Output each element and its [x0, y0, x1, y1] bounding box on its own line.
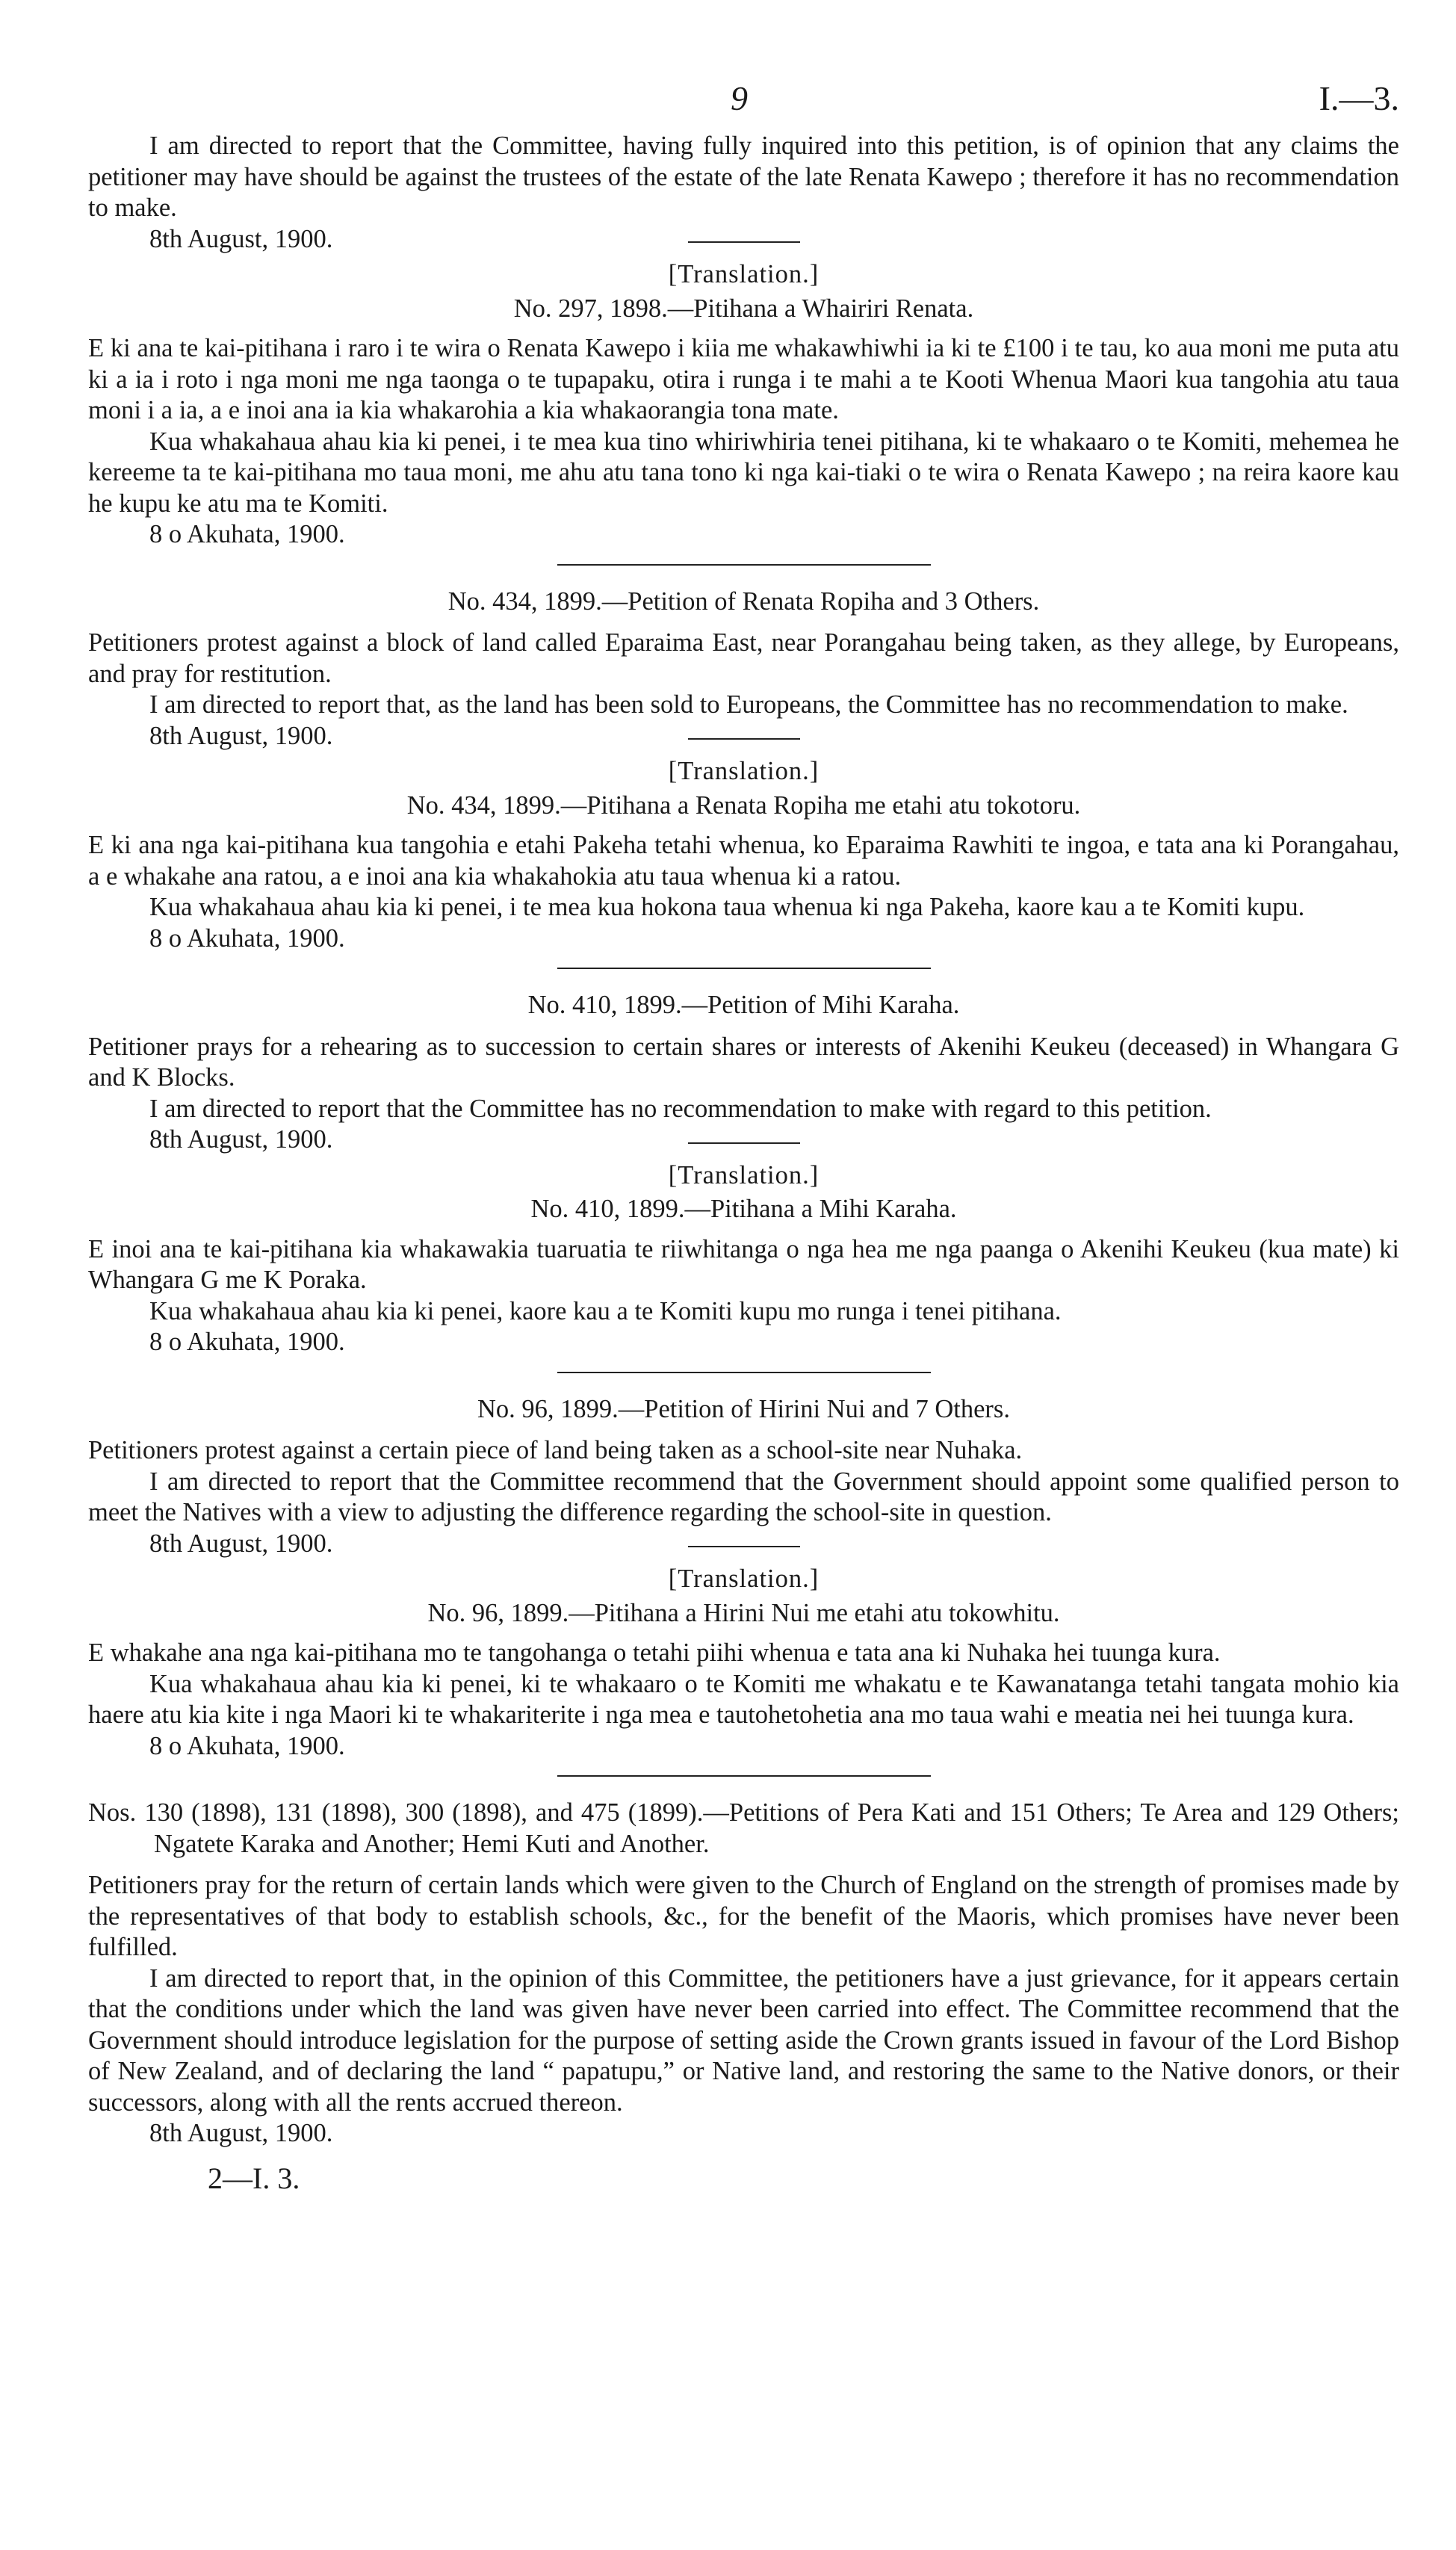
t1-translation-label: [Translation.] [668, 260, 820, 288]
page-signature: 2—I. 3. [208, 2161, 300, 2195]
section-rule [557, 968, 931, 969]
t2-translation-label: [Translation.] [668, 757, 820, 785]
t1-date: 8 o Akuhata, 1900. [149, 520, 345, 548]
s5-date: 8th August, 1900. [149, 2119, 333, 2147]
s4-paragraph-1: Petitioners protest against a certain piece of land being taken as a school-site near Nuhaka. [88, 1436, 1023, 1464]
s3-date: 8th August, 1900. [149, 1125, 333, 1154]
s4-heading: No. 96, 1899.—Petition of Hirini Nui and 7 Others. [477, 1394, 1010, 1423]
s5-paragraph-1: Petitioners pray for the return of certain lands which were given to the Church of England on the strength of promises made by the representatives of that body to establish schools, &c., for the benefit of the Maoris, which promises have never been fulfilled. [88, 1871, 1399, 1961]
s2-paragraph-2: I am directed to report that, as the land has been sold to Europeans, the Committee has no recommendation to make. [149, 690, 1348, 719]
s2-date: 8th August, 1900. [149, 721, 333, 750]
t4-heading: No. 96, 1899.—Pitihana a Hirini Nui me etahi atu tokowhitu. [427, 1598, 1060, 1627]
s1-date: 8th August, 1900. [149, 224, 333, 253]
t3-date: 8 o Akuhata, 1900. [149, 1328, 345, 1356]
s2-heading: No. 434, 1899.—Petition of Renata Ropiha and 3 Others. [447, 587, 1040, 616]
t4-paragraph-2: Kua whakahaua ahau kia ki penei, ki te whakaaro o te Komiti me whakatu e te Kawanatanga tetahi tangata mohio kia haere atu kia kite i nga Maori ki te whakariterite i nga mea e tautohetohetia ana mo taua wahi e meatia nei hei tuunga kura. [88, 1669, 1399, 1729]
t1-heading: No. 297, 1898.—Pitihana a Whairiri Renata. [513, 294, 974, 323]
section-rule [557, 1372, 931, 1373]
document-reference: I.—3. [1319, 79, 1399, 117]
t4-translation-label: [Translation.] [668, 1565, 820, 1593]
s4-date: 8th August, 1900. [149, 1529, 333, 1558]
document-body [88, 131, 1399, 2194]
t2-paragraph-1: E ki ana nga kai-pitihana kua tangohia e etahi Pakeha tetahi whenua, ko Eparaima Rawhiti te ingoa, e tata ana ki Porangahau, a e whakahe ana ratou, a e inoi ana kia whakahokia atu taua whenua ki a ratou. [88, 831, 1399, 891]
separator-rule [688, 738, 800, 740]
t4-paragraph-1: E whakahe ana nga kai-pitihana mo te tangohanga o tetahi piihi whenua e tata ana ki Nuhaka hei tuunga kura. [88, 1638, 1221, 1667]
s3-heading: No. 410, 1899.—Petition of Mihi Karaha. [527, 991, 960, 1019]
s3-paragraph-2: I am directed to report that the Committee has no recommendation to make with regard to this petition. [149, 1094, 1212, 1123]
separator-rule [688, 1546, 800, 1547]
s2-paragraph-1: Petitioners protest against a block of land called Eparaima East, near Porangahau being taken, as they allege, by Europeans, and pray for restitution. [88, 628, 1399, 688]
section-rule [557, 564, 931, 566]
t4-date: 8 o Akuhata, 1900. [149, 1731, 345, 1760]
s3-paragraph-1: Petitioner prays for a rehearing as to succession to certain shares or interests of Akenihi Keukeu (deceased) in Whangara G and K Blocks. [88, 1032, 1399, 1092]
separator-rule [688, 1142, 800, 1144]
t3-heading: No. 410, 1899.—Pitihana a Mihi Karaha. [530, 1195, 957, 1223]
page-header [88, 71, 1399, 131]
t2-date: 8 o Akuhata, 1900. [149, 923, 345, 953]
s1-report: I am directed to report that the Committee, having fully inquired into this petition, is of opinion that any claims the petitioner may have should be against the trustees of the estate of the late Renata Kawepo ; therefore it has no recommendation to make. [88, 131, 1399, 222]
t2-heading: No. 434, 1899.—Pitihana a Renata Ropiha me etahi atu tokotoru. [406, 790, 1081, 820]
section-rule [557, 1775, 931, 1777]
separator-rule [688, 241, 800, 243]
t3-translation-label: [Translation.] [668, 1160, 820, 1189]
document-page [88, 71, 1399, 2194]
t1-paragraph-2: Kua whakahaua ahau kia ki penei, i te mea kua tino whiriwhiria tenei pitihana, ki te whakaaro o te Komiti, mehemea he kereeme ta te kai-pitihana mo taua moni, me ahu atu tana tono ki nga kai-tiaki o te wira o Renata Kawepo ; na reira kaore kau he kupu ke atu ma te Komiti. [88, 427, 1399, 518]
s5-heading: Nos. 130 (1898), 131 (1898), 300 (1898), and 475 (1899).—Petitions of Pera Kati and 151 Others; Te Area and 129 Others; Ngatete Karaka and Another; Hemi Kuti and Another. [88, 1798, 1399, 1858]
t1-paragraph-1: E ki ana te kai-pitihana i raro i te wira o Renata Kawepo i kiia me whakawhiwhi ia ki te £100 i te tau, ko aua moni me puta atu ki a ia i roto i nga moni me nga taonga o te tupapaku, otira i runga i te mahi a te Kooti Whenua Maori kua tangohia atu taua moni i a ia, a e inoi ana ia kia whakarohia a kia whakaorangia tona mate. [88, 334, 1399, 424]
s5-paragraph-2: I am directed to report that, in the opinion of this Committee, the petitioners have a just grievance, for it appears certain that the conditions under which the land was given have never been carried into effect. The Committee recommend that the Government should introduce legislation for the purpose of setting aside the Crown grants issued in favour of the Lord Bishop of New Zealand, and of declaring the land “ papatupu,” or Native land, and restoring the same to the Native donors, or their successors, along with all the rents accrued thereon. [88, 1963, 1399, 2117]
t2-paragraph-2: Kua whakahaua ahau kia ki penei, i te mea kua hokona taua whenua ki nga Pakeha, kaore kau a te Komiti kupu. [149, 893, 1305, 921]
s4-paragraph-2: I am directed to report that the Committee recommend that the Government should appoint some qualified person to meet the Natives with a view to adjusting the difference regarding the school-site in question. [88, 1467, 1399, 1526]
t3-paragraph-1: E inoi ana te kai-pitihana kia whakawakia tuaruatia te riiwhitanga o nga hea me nga paanga o Akenihi Keukeu (kua mate) ki Whangara G me K Poraka. [88, 1234, 1399, 1294]
page-number: 9 [731, 79, 748, 117]
t3-paragraph-2: Kua whakahaua ahau kia ki penei, kaore kau a te Komiti kupu mo runga i tenei pitihana. [149, 1296, 1062, 1325]
